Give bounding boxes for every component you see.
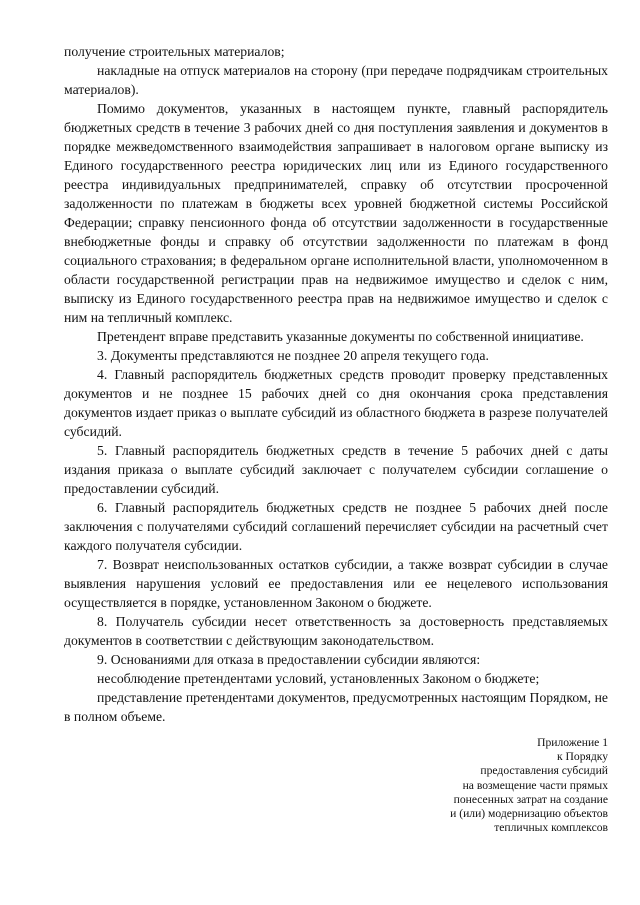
clause-6: 6. Главный распорядитель бюджетных средств не позднее 5 рабочих дней после заключения с получателями субсидий соглашений перечисляет субсидии на расчетный счет каждого получателя субсидии. bbox=[64, 500, 608, 553]
document-body bbox=[64, 42, 608, 726]
clause-5: 5. Главный распорядитель бюджетных средств в течение 5 рабочих дней с даты издания приказа о выплате субсидий заключает с получателем субсидии соглашение о предоставлении субсидий. bbox=[64, 443, 608, 496]
refusal-reason-2: представление претендентами документов, предусмотренных настоящим Порядком, не в полном объеме. bbox=[64, 690, 608, 724]
clause-4: 4. Главный распорядитель бюджетных средств проводит проверку представленных документов и не позднее 15 рабочих дней со дня окончания срока представления документов издает приказ о выплате субсидий из областного бюджета в разрезе получателей субсидий. bbox=[64, 367, 608, 439]
appendix-line: предоставления субсидий bbox=[480, 764, 608, 778]
appendix-line: и (или) модернизацию объектов bbox=[450, 807, 608, 821]
paragraph-waybills: накладные на отпуск материалов на сторону (при передаче подрядчикам строительных материалов). bbox=[64, 63, 608, 97]
clause-3: 3. Документы представляются не позднее 20 апреля текущего года. bbox=[97, 348, 489, 363]
clause-7: 7. Возврат неиспользованных остатков субсидии, а также возврат субсидии в случае выявления нарушения условий ее предоставления или ее нецелевого использования осуществляется в порядке, установленном Законом о бюджете. bbox=[64, 557, 608, 610]
paragraph-own-initiative: Претендент вправе представить указанные документы по собственной инициативе. bbox=[97, 329, 584, 344]
clause-8: 8. Получатель субсидии несет ответственность за достоверность представляемых документов в соответствии с действующим законодательством. bbox=[64, 614, 608, 648]
refusal-reason-1: несоблюдение претендентами условий, установленных Законом о бюджете; bbox=[97, 671, 540, 686]
appendix-line: Приложение 1 bbox=[537, 736, 608, 749]
appendix-line: понесенных затрат на создание bbox=[453, 792, 608, 806]
appendix-line: на возмещение части прямых bbox=[462, 778, 608, 792]
appendix-header bbox=[348, 736, 608, 835]
paragraph-interagency-requests: Помимо документов, указанных в настоящем пункте, главный распорядитель бюджетных средств в течение 3 рабочих дней со дня поступления заявления и документов в порядке межведомственного взаимодействия запрашивает в налоговом органе выписку из Единого государственного реестра юридических лиц или из Единого государственного реестра индивидуальных предпринимателей, справку об отсутствии просроченной задолженности по платежам в бюджеты всех уровней бюджетной системы Российской Федерации; справку пенсионного фонда об отсутствии задолженности в государственные внебюджетные фонды и справку об отсутствии задолженности по платежам в фонд социального страхования; в федеральном органе исполнительной власти, уполномоченном в области государственной регистрации прав на недвижимое имущество и сделок с ним, выписку из Единого государственного реестра прав на недвижимое имущество и сделок с ним на тепличный комплекс. bbox=[64, 101, 608, 325]
appendix-line: тепличных комплексов bbox=[494, 821, 608, 835]
clause-9: 9. Основаниями для отказа в предоставлении субсидии являются: bbox=[97, 652, 481, 667]
appendix-line: к Порядку bbox=[557, 750, 608, 764]
paragraph-building-materials: получение строительных материалов; bbox=[64, 44, 285, 59]
